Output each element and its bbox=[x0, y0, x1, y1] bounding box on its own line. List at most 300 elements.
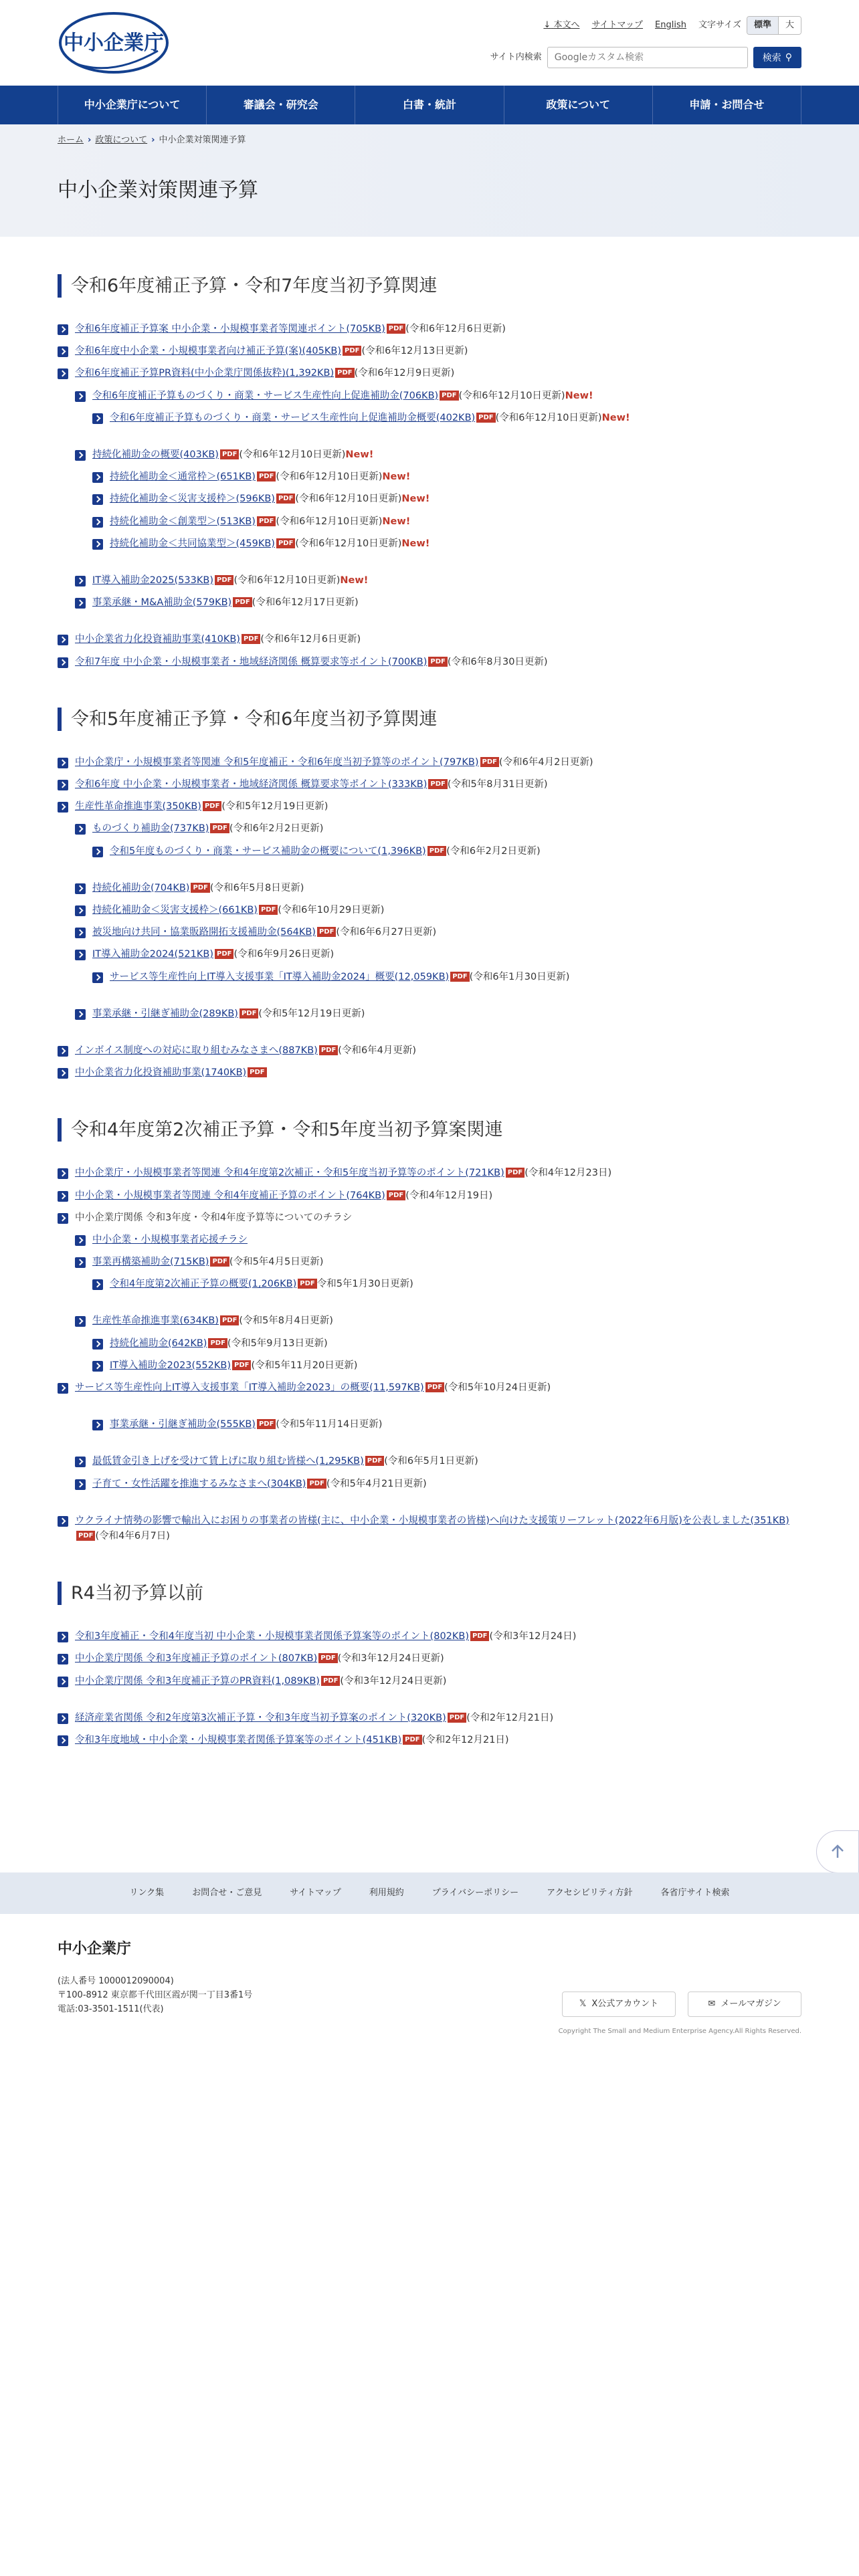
pdf-icon: PDF bbox=[259, 905, 278, 915]
document-link[interactable]: 持続化補助金の概要(403KB) bbox=[92, 449, 219, 461]
document-list bbox=[75, 389, 801, 404]
new-badge: New! bbox=[340, 574, 369, 586]
pdf-icon: PDF bbox=[365, 1456, 384, 1466]
footer-nav-link[interactable]: サイトマップ bbox=[290, 1888, 341, 1899]
pdf-icon: PDF bbox=[450, 972, 469, 982]
document-list bbox=[92, 844, 801, 859]
utility-nav bbox=[543, 16, 801, 35]
document-list bbox=[75, 1313, 801, 1329]
document-link[interactable]: 被災地向け共同・協業販路開拓支援補助金(564KB) bbox=[92, 927, 316, 938]
document-list bbox=[92, 1358, 801, 1374]
document-link[interactable]: 令和3年度補正・令和4年度当初 中小企業・小規模事業者関係予算案等のポイント(802KB) bbox=[75, 1631, 470, 1642]
document-list bbox=[92, 514, 801, 530]
update-date: (令和6年4月更新) bbox=[338, 1045, 417, 1056]
update-date: (令和6年12月9日更新) bbox=[354, 368, 455, 379]
update-date: (令和6年4月2日更新) bbox=[498, 756, 593, 768]
x-account-button[interactable]: 𝕏 X公式アカウント bbox=[562, 1992, 676, 2017]
list-item bbox=[75, 1232, 801, 1248]
new-badge: New! bbox=[382, 471, 411, 483]
footer-nav-link[interactable]: リンク集 bbox=[129, 1888, 165, 1899]
pdf-icon: PDF bbox=[335, 368, 354, 378]
list-item bbox=[58, 1166, 801, 1181]
list-item bbox=[58, 1733, 801, 1748]
document-list bbox=[92, 492, 801, 507]
x-logo-icon: 𝕏 bbox=[579, 1999, 587, 2010]
document-link[interactable]: 持続化補助金＜共同協業型＞(459KB) bbox=[110, 538, 275, 549]
document-link[interactable]: サービス等生産性向上IT導入支援事業「IT導入補助金2023」の概要(11,597KB) bbox=[75, 1382, 424, 1394]
breadcrumb bbox=[58, 134, 246, 147]
pdf-icon: PDF bbox=[319, 1045, 338, 1055]
pdf-icon: PDF bbox=[470, 1631, 489, 1641]
list-spacer bbox=[58, 1696, 801, 1711]
pdf-icon: PDF bbox=[318, 1653, 337, 1663]
document-list bbox=[75, 1477, 801, 1492]
document-list bbox=[58, 755, 801, 770]
update-date: (令和6年10月29日更新) bbox=[278, 904, 385, 916]
new-badge: New! bbox=[401, 538, 430, 549]
list-item bbox=[58, 1043, 801, 1059]
new-badge: New! bbox=[401, 494, 430, 505]
update-date: (令和5年11月14日更新) bbox=[276, 1419, 383, 1430]
document-link[interactable]: 令和6年度補正予算ものづくり・商業・サービス生産性向上促進補助金概要(402KB) bbox=[110, 412, 476, 423]
update-date: (令和5年4月21日更新) bbox=[326, 1478, 427, 1489]
list-item bbox=[75, 389, 801, 404]
pdf-icon: PDF bbox=[276, 538, 295, 548]
gnav-item[interactable]: 申請・お問合せ bbox=[653, 86, 801, 124]
document-list bbox=[58, 655, 801, 670]
site-search bbox=[490, 47, 801, 68]
footer-nav-link[interactable]: 利用規約 bbox=[369, 1888, 404, 1899]
corporate-number: (法人番号 1000012090004) bbox=[58, 1976, 174, 1986]
pdf-icon: PDF bbox=[427, 846, 446, 856]
search-input[interactable] bbox=[547, 47, 748, 68]
chevron-right-icon: › bbox=[88, 135, 92, 145]
update-date: (令和6年12月13日更新) bbox=[361, 346, 468, 357]
document-link[interactable]: 令和7年度 中小企業・小規模事業者・地域経済関係 概算要求等ポイント(700KB) bbox=[75, 656, 427, 667]
mail-icon: ✉ bbox=[708, 1999, 716, 2010]
pdf-icon: PDF bbox=[317, 927, 336, 937]
document-link[interactable]: 最低賃金引き上げを受けて賃上げに取り組む皆様へ(1,295KB) bbox=[92, 1456, 364, 1467]
document-link[interactable]: 中小企業省力化投資補助事業(1740KB) bbox=[75, 1067, 247, 1079]
list-item bbox=[92, 514, 801, 530]
list-item bbox=[58, 1711, 801, 1726]
document-link[interactable]: 中小企業庁関係 令和3年度補正予算のPR資料(1,089KB) bbox=[75, 1675, 320, 1687]
update-date: (令和2年12月21日) bbox=[421, 1735, 509, 1745]
list-item bbox=[92, 1277, 801, 1292]
document-link[interactable]: 令和4年度第2次補正予算の概要(1,206KB) bbox=[110, 1279, 297, 1290]
document-list bbox=[58, 1065, 801, 1081]
document-link[interactable]: 持続化補助金(642KB) bbox=[110, 1337, 207, 1349]
english-link[interactable]: English bbox=[655, 20, 686, 30]
font-size-standard-button[interactable]: 標準 bbox=[747, 17, 778, 34]
global-nav bbox=[0, 86, 859, 124]
pdf-icon: PDF bbox=[257, 1419, 276, 1429]
document-list bbox=[58, 1651, 801, 1667]
update-date: (令和5年8月31日更新) bbox=[447, 779, 548, 790]
pdf-icon: PDF bbox=[257, 516, 276, 526]
document-list bbox=[75, 1255, 801, 1270]
list-item bbox=[75, 821, 801, 837]
pdf-icon: PDF bbox=[233, 597, 252, 607]
pdf-icon: PDF bbox=[298, 1279, 316, 1289]
list-item bbox=[58, 777, 801, 792]
list-item bbox=[92, 1358, 801, 1374]
document-link[interactable]: 持続化補助金＜災害支援枠＞(661KB) bbox=[92, 904, 258, 916]
page-title: 中小企業対策関連予算 bbox=[58, 179, 258, 202]
list-spacer bbox=[58, 433, 801, 447]
pdf-icon: PDF bbox=[215, 949, 233, 959]
document-link[interactable]: 令和6年度補正予算PR資料(中小企業庁関係抜粋)(1,392KB) bbox=[75, 368, 335, 379]
update-date: (令和6年12月10日更新) bbox=[295, 494, 402, 505]
document-link[interactable]: 中小企業庁・小規模事業者等関連 令和5年度補正・令和6年度当初予算等のポイント(797KB) bbox=[75, 756, 479, 768]
update-date: (令和5年9月13日更新) bbox=[227, 1337, 328, 1349]
document-link[interactable]: IT導入補助金2024(521KB) bbox=[92, 949, 213, 960]
list-spacer bbox=[58, 866, 801, 881]
section-heading: R4当初予算以前 bbox=[58, 1582, 801, 1605]
document-list bbox=[58, 1674, 801, 1689]
mail-magazine-button[interactable]: ✉ メールマガジン bbox=[688, 1992, 801, 2017]
document-link[interactable]: 経済産業省関係 令和2年度第3次補正予算・令和3年度当初予算案のポイント(320KB) bbox=[75, 1712, 446, 1723]
list-item bbox=[75, 947, 801, 962]
list-item bbox=[75, 595, 801, 611]
back-to-top-button[interactable] bbox=[816, 1830, 859, 1873]
update-date: (令和6年8月30日更新) bbox=[447, 656, 548, 667]
document-link[interactable]: IT導入補助金2023(552KB) bbox=[110, 1360, 231, 1371]
section-heading: 令和5年度補正予算・令和6年度当初予算関連 bbox=[58, 708, 801, 731]
document-list bbox=[58, 322, 801, 337]
list-text: 中小企業庁関係 令和3年度・令和4年度予算等についてのチラシ bbox=[75, 1212, 353, 1223]
update-date: (令和6年5月1日更新) bbox=[384, 1456, 478, 1467]
document-link[interactable]: 持続化補助金＜災害支援枠＞(596KB) bbox=[110, 494, 275, 505]
document-list bbox=[58, 799, 801, 815]
document-list bbox=[92, 970, 801, 985]
list-item bbox=[92, 1336, 801, 1352]
list-spacer bbox=[58, 1439, 801, 1454]
pdf-icon: PDF bbox=[215, 575, 233, 585]
list-spacer bbox=[58, 992, 801, 1006]
document-list bbox=[58, 366, 801, 381]
document-list bbox=[75, 925, 801, 940]
update-date: (令和6年12月10日更新) bbox=[458, 390, 565, 401]
list-item bbox=[58, 1513, 801, 1544]
list-item bbox=[75, 925, 801, 940]
update-date: (令和4年12月19日) bbox=[405, 1190, 493, 1201]
document-list bbox=[92, 1417, 801, 1432]
pdf-icon: PDF bbox=[480, 757, 499, 767]
list-item bbox=[92, 469, 801, 485]
update-date: (令和6年2月2日更新) bbox=[446, 845, 541, 857]
list-item bbox=[92, 970, 801, 985]
arrow-up-icon bbox=[829, 1843, 846, 1860]
pdf-icon: PDF bbox=[343, 346, 361, 356]
footer-info bbox=[58, 1938, 801, 2035]
search-button[interactable]: 検索 ⚲ bbox=[753, 47, 801, 68]
list-item bbox=[58, 344, 801, 359]
update-date: (令和5年8月4日更新) bbox=[239, 1315, 333, 1327]
budget-section bbox=[58, 1118, 801, 1544]
update-date: (令和6年6月27日更新) bbox=[336, 927, 437, 938]
list-item bbox=[58, 366, 801, 381]
document-list bbox=[75, 573, 801, 588]
document-link[interactable]: 事業承継・引継ぎ補助金(555KB) bbox=[110, 1419, 256, 1430]
site-header bbox=[0, 0, 859, 86]
font-size-large-button[interactable]: 大 bbox=[778, 17, 801, 34]
pdf-icon: PDF bbox=[232, 1360, 251, 1370]
document-list bbox=[75, 447, 801, 463]
pdf-icon: PDF bbox=[425, 1382, 444, 1392]
new-badge: New! bbox=[345, 449, 374, 461]
chevron-right-icon: › bbox=[151, 135, 155, 145]
document-list bbox=[75, 1454, 801, 1469]
document-list bbox=[75, 881, 801, 896]
pdf-icon: PDF bbox=[240, 1008, 258, 1018]
document-link[interactable]: 子育て・女性活躍を推進するみなさまへ(304KB) bbox=[92, 1478, 306, 1489]
pdf-icon: PDF bbox=[321, 1676, 340, 1686]
document-list bbox=[58, 1629, 801, 1644]
pdf-icon: PDF bbox=[448, 1713, 466, 1723]
pdf-icon: PDF bbox=[387, 1190, 405, 1200]
document-link[interactable]: 中小企業省力化投資補助事業(410KB) bbox=[75, 634, 240, 645]
document-link[interactable]: インボイス制度への対応に取り組むみなさまへ(887KB) bbox=[75, 1045, 318, 1056]
list-spacer bbox=[58, 558, 801, 573]
search-label: サイト内検索 bbox=[490, 52, 542, 63]
agency-logo-icon bbox=[58, 11, 171, 75]
document-link[interactable]: 事業承継・M&A補助金(579KB) bbox=[92, 597, 232, 609]
pdf-icon: PDF bbox=[440, 391, 458, 401]
document-list bbox=[92, 469, 801, 485]
document-link[interactable]: ものづくり補助金(737KB) bbox=[92, 823, 209, 835]
document-list bbox=[75, 947, 801, 962]
list-item bbox=[92, 411, 801, 426]
document-list bbox=[58, 1380, 801, 1396]
document-list bbox=[58, 632, 801, 647]
update-date: (令和6年2月2日更新) bbox=[229, 823, 324, 835]
document-link[interactable]: 令和6年度補正予算案 中小企業・小規模事業者等関連ポイント(705KB) bbox=[75, 324, 385, 335]
pdf-icon: PDF bbox=[428, 657, 447, 667]
budget-section bbox=[58, 1582, 801, 1748]
new-badge: New! bbox=[382, 516, 411, 527]
list-item bbox=[75, 573, 801, 588]
new-badge: New! bbox=[601, 412, 630, 423]
gnav-item[interactable]: 白書・統計 bbox=[355, 86, 504, 124]
update-date: 令和5年1月30日更新) bbox=[316, 1279, 413, 1290]
svg-text:中小企業庁: 中小企業庁 bbox=[64, 31, 164, 55]
document-link[interactable]: 生産性革命推進事業(350KB) bbox=[75, 801, 201, 813]
document-link[interactable]: IT導入補助金2025(533KB) bbox=[92, 574, 213, 586]
list-item bbox=[58, 1651, 801, 1667]
gnav-item[interactable]: 中小企業庁について bbox=[58, 86, 207, 124]
document-list bbox=[58, 777, 801, 792]
list-item bbox=[58, 632, 801, 647]
list-spacer bbox=[58, 1402, 801, 1417]
pdf-icon: PDF bbox=[220, 449, 239, 459]
update-date: (令和2年12月21日) bbox=[466, 1712, 554, 1723]
pdf-icon: PDF bbox=[506, 1168, 524, 1178]
sitemap-link[interactable]: サイトマップ bbox=[591, 20, 644, 30]
pdf-icon: PDF bbox=[307, 1479, 326, 1489]
document-list bbox=[92, 1336, 801, 1352]
update-date: (令和5年10月24日更新) bbox=[444, 1382, 551, 1394]
document-link[interactable]: 持続化補助金＜創業型＞(513KB) bbox=[110, 516, 256, 527]
footer-nav-link[interactable]: プライバシーポリシー bbox=[432, 1888, 519, 1899]
document-list bbox=[75, 903, 801, 918]
update-date: (令和6年12月6日更新) bbox=[405, 324, 506, 335]
copyright: Copyright The Small and Medium Enterprise Agency.All Rights Reserved. bbox=[558, 2028, 801, 2035]
pdf-icon: PDF bbox=[210, 1257, 229, 1267]
update-date: (令和3年12月24日) bbox=[489, 1631, 577, 1642]
document-list bbox=[58, 1711, 801, 1726]
document-list bbox=[92, 536, 801, 552]
list-item bbox=[75, 1454, 801, 1469]
list-item bbox=[92, 844, 801, 859]
document-list bbox=[58, 1733, 801, 1748]
list-spacer bbox=[58, 617, 801, 632]
update-date: (令和6年12月10日更新) bbox=[295, 538, 402, 549]
document-list bbox=[75, 821, 801, 837]
pdf-icon: PDF bbox=[403, 1735, 421, 1745]
footer-nav-link[interactable]: 各省庁サイト検索 bbox=[660, 1888, 730, 1899]
document-list bbox=[58, 1188, 801, 1204]
list-item bbox=[75, 1006, 801, 1022]
update-date: (令和6年12月10日更新) bbox=[233, 574, 341, 586]
document-list bbox=[58, 344, 801, 359]
document-list bbox=[58, 1210, 801, 1226]
pdf-icon: PDF bbox=[76, 1531, 95, 1541]
list-item bbox=[58, 1674, 801, 1689]
document-link[interactable]: 持続化補助金(704KB) bbox=[92, 882, 190, 893]
gnav-item[interactable]: 政策について bbox=[504, 86, 653, 124]
address: 〒100-8912 東京都千代田区霞が関一丁目3番1号 bbox=[58, 1990, 253, 2000]
pdf-icon: PDF bbox=[387, 324, 405, 334]
update-date: (令和6年12月6日更新) bbox=[260, 634, 361, 645]
list-item bbox=[58, 1210, 801, 1226]
page-hero bbox=[0, 124, 859, 237]
document-link[interactable]: 事業承継・引継ぎ補助金(289KB) bbox=[92, 1008, 238, 1019]
list-item bbox=[75, 1477, 801, 1492]
footer-org-name: 中小企業庁 bbox=[58, 1941, 132, 1957]
document-link[interactable]: 令和3年度地域・中小企業・小規模事業者関係予算案等のポイント(451KB) bbox=[75, 1735, 402, 1745]
list-item bbox=[75, 903, 801, 918]
document-list bbox=[75, 1232, 801, 1248]
list-item bbox=[58, 755, 801, 770]
list-item bbox=[92, 536, 801, 552]
document-list bbox=[92, 1277, 801, 1292]
list-item bbox=[75, 1313, 801, 1329]
site-logo[interactable] bbox=[58, 11, 171, 75]
list-item bbox=[58, 1629, 801, 1644]
document-list bbox=[92, 411, 801, 426]
pdf-icon: PDF bbox=[476, 413, 495, 423]
list-spacer bbox=[58, 1299, 801, 1313]
update-date: (令和6年12月10日更新) bbox=[239, 449, 346, 461]
pdf-icon: PDF bbox=[428, 779, 447, 789]
document-link[interactable]: 中小企業庁・小規模事業者等関連 令和4年度第2次補正・令和5年度当初予算等のポイント(721KB) bbox=[75, 1168, 504, 1179]
breadcrumb-home[interactable]: ホーム bbox=[58, 135, 84, 145]
footer-nav bbox=[0, 1872, 859, 1914]
font-size-switcher bbox=[698, 16, 801, 35]
budget-section bbox=[58, 274, 801, 670]
update-date: (令和5年4月5日更新) bbox=[229, 1257, 324, 1268]
breadcrumb-policy[interactable]: 政策について bbox=[95, 135, 148, 145]
skip-to-content-link[interactable]: ↓ 本文へ bbox=[543, 20, 580, 30]
document-link[interactable]: 中小企業・小規模事業者応援チラシ bbox=[92, 1234, 248, 1245]
document-link[interactable]: 中小企業庁関係 令和3年度補正予算のポイント(807KB) bbox=[75, 1653, 318, 1665]
phone: 電話:03-3501-1511(代表) bbox=[58, 2004, 164, 2014]
list-spacer bbox=[58, 1499, 801, 1513]
list-item bbox=[75, 1255, 801, 1270]
list-item bbox=[58, 1188, 801, 1204]
list-item bbox=[58, 655, 801, 670]
document-link[interactable]: ウクライナ情勢の影響で輸出入にお困りの事業者の皆様(主に、中小企業・小規模事業者の皆様)へ向けた支援策リーフレット(2022年6月版)を公表しました(351KB) bbox=[75, 1515, 789, 1526]
update-date: (令和6年12月10日更新) bbox=[495, 412, 602, 423]
search-icon: ⚲ bbox=[785, 52, 792, 63]
document-link[interactable]: 令和6年度補正予算ものづくり・商業・サービス生産性向上促進補助金(706KB) bbox=[92, 390, 439, 401]
document-list bbox=[75, 595, 801, 611]
document-link[interactable]: 令和6年度 中小企業・小規模事業者・地域経済関係 概算要求等ポイント(333KB) bbox=[75, 779, 427, 790]
update-date: (令和4年12月23日) bbox=[524, 1168, 612, 1179]
pdf-icon: PDF bbox=[208, 1338, 227, 1348]
footer-nav-link[interactable]: アクセシビリティ方針 bbox=[547, 1888, 633, 1899]
pdf-icon: PDF bbox=[276, 494, 295, 504]
document-link[interactable]: 事業再構築補助金(715KB) bbox=[92, 1257, 209, 1268]
document-link[interactable]: 令和6年度中小企業・小規模事業者向け補正予算(案)(405KB) bbox=[75, 346, 341, 357]
update-date: (令和3年12月24日更新) bbox=[337, 1653, 444, 1665]
footer-nav-link[interactable]: お問合せ・ご意見 bbox=[192, 1888, 262, 1899]
gnav-item[interactable]: 審議会・研究会 bbox=[207, 86, 355, 124]
document-list bbox=[58, 1513, 801, 1544]
update-date: (令和5年12月19日更新) bbox=[221, 801, 328, 813]
document-list bbox=[58, 1166, 801, 1181]
pdf-icon: PDF bbox=[210, 823, 229, 833]
pdf-icon: PDF bbox=[203, 801, 221, 811]
new-badge: New! bbox=[565, 390, 593, 401]
document-list bbox=[58, 1043, 801, 1059]
update-date: (令和6年12月10日更新) bbox=[276, 516, 383, 527]
section-heading: 令和4年度第2次補正予算・令和5年度当初予算案関連 bbox=[58, 1118, 801, 1142]
breadcrumb-current: 中小企業対策関連予算 bbox=[159, 135, 246, 145]
pdf-icon: PDF bbox=[248, 1067, 266, 1077]
list-item bbox=[75, 881, 801, 896]
update-date: (令和3年12月24日更新) bbox=[340, 1675, 447, 1687]
list-spacer bbox=[58, 1029, 801, 1043]
section-heading: 令和6年度補正予算・令和7年度当初予算関連 bbox=[58, 274, 801, 298]
list-item bbox=[58, 1065, 801, 1081]
list-item bbox=[58, 799, 801, 815]
list-item bbox=[75, 447, 801, 463]
arrow-down-icon: ↓ bbox=[543, 20, 551, 30]
main-content bbox=[0, 237, 859, 1748]
pdf-icon: PDF bbox=[220, 1315, 239, 1325]
font-size-label: 文字サイズ bbox=[698, 20, 741, 30]
list-item bbox=[92, 492, 801, 507]
document-link[interactable]: 令和5年度ものづくり・商業・サービス補助金の概要について(1,396KB) bbox=[110, 845, 426, 857]
document-link[interactable]: 持続化補助金＜通常枠＞(651KB) bbox=[110, 471, 256, 483]
list-item bbox=[58, 322, 801, 337]
list-item bbox=[92, 1417, 801, 1432]
budget-section bbox=[58, 708, 801, 1081]
pdf-icon: PDF bbox=[242, 634, 260, 644]
document-link[interactable]: 生産性革命推進事業(634KB) bbox=[92, 1315, 219, 1327]
document-link[interactable]: サービス等生産性向上IT導入支援事業「IT導入補助金2024」概要(12,059KB) bbox=[110, 971, 450, 982]
update-date: (令和6年5月8日更新) bbox=[209, 882, 304, 893]
update-date: (令和5年12月19日更新) bbox=[258, 1008, 365, 1019]
update-date: (令和6年12月17日更新) bbox=[252, 597, 359, 609]
document-list bbox=[75, 1006, 801, 1022]
update-date: (令和6年12月10日更新) bbox=[276, 471, 383, 483]
update-date: (令和6年9月26日更新) bbox=[233, 949, 335, 960]
update-date: (令和6年1月30日更新) bbox=[469, 971, 570, 982]
document-link[interactable]: 中小企業・小規模事業者等関連 令和4年度補正予算のポイント(764KB) bbox=[75, 1190, 385, 1201]
